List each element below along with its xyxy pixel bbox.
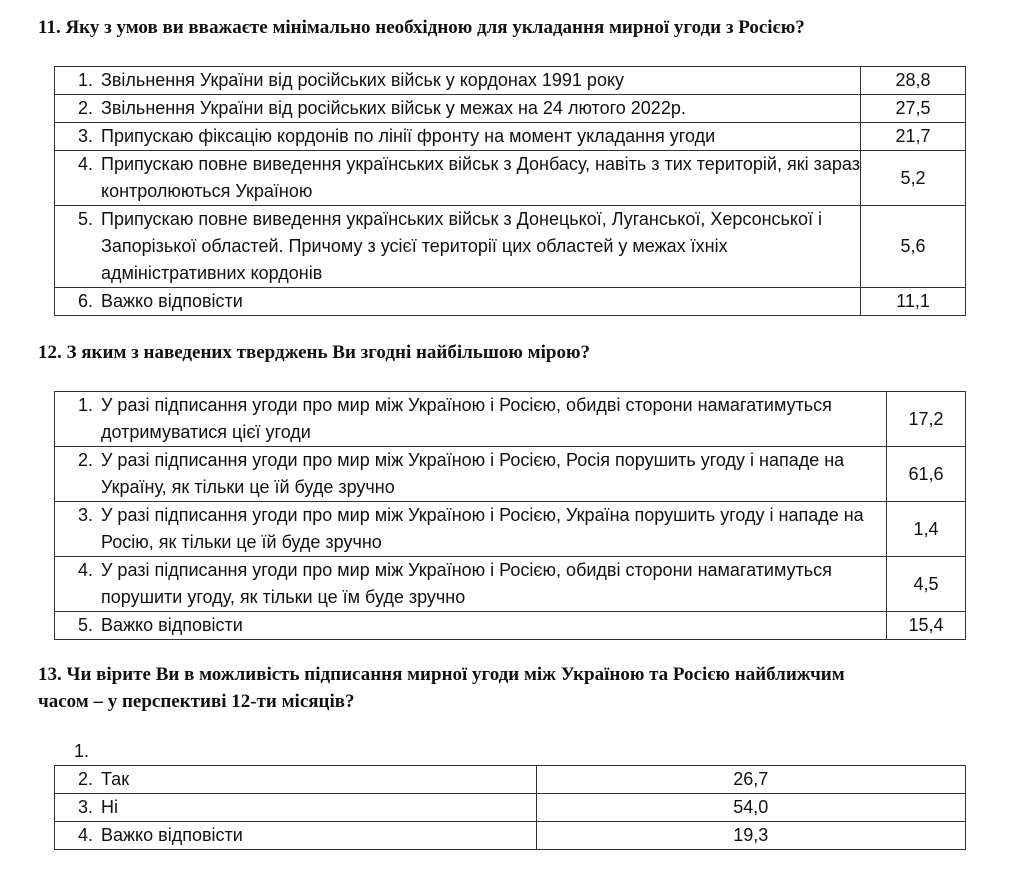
item-value: 1,4 <box>887 502 966 557</box>
item-number: 1. <box>77 70 93 90</box>
item-value: 5,6 <box>861 206 966 288</box>
q13-title-line1: 13. Чи вірите Ви в можливість підписання мирної угоди між Україною та Росією найближчим <box>38 664 845 685</box>
item-text: Припускаю повне виведення українських військ з Донецької, Луганської, Херсонської і Запорізької областей. Причому з усієї території цих областей у межах їхніх адміністративних кордонів <box>101 209 822 283</box>
item-number: 2. <box>77 769 93 789</box>
item-value: 28,8 <box>861 67 966 95</box>
item-value: 21,7 <box>861 123 966 151</box>
item-text: Ні <box>101 797 118 817</box>
q11-title: 11. Яку з умов ви вважаєте мінімально необхідною для укладання мирної угоди з Росією? <box>38 17 805 38</box>
item-number: 3. <box>77 126 93 146</box>
q13-title-line2: часом – у перспективі 12-ти місяців? <box>38 691 355 712</box>
item-text: Припускаю повне виведення українських військ з Донбасу, навіть з тих територій, які зараз контролюються Україною <box>101 154 860 201</box>
table-row <box>55 67 966 95</box>
item-value: 17,2 <box>887 392 966 447</box>
item-number: 1. <box>77 395 93 415</box>
item-value: 15,4 <box>887 612 966 640</box>
item-text: У разі підписання угоди про мир між Україною і Росією, обидві сторони намагатимуться порушити угоду, як тільки це їм буде зручно <box>101 560 832 607</box>
item-text: Важко відповісти <box>101 615 243 635</box>
item-text: Важко відповісти <box>101 825 243 845</box>
item-value: 4,5 <box>887 557 966 612</box>
table-row <box>55 557 966 612</box>
table-row <box>55 392 966 447</box>
loose-item-number: 1. <box>74 741 90 761</box>
table-row <box>55 447 966 502</box>
table-row <box>55 612 966 640</box>
item-text: У разі підписання угоди про мир між Україною і Росією, Росія порушить угоду і нападе на Україну, як тільки це їй буде зручно <box>101 450 845 497</box>
item-value: 54,0 <box>536 794 965 822</box>
table-row <box>55 151 966 206</box>
item-number: 4. <box>77 154 93 174</box>
item-value: 11,1 <box>861 288 966 316</box>
item-text: Припускаю фіксацію кордонів по лінії фронту на момент укладання угоди <box>101 126 716 146</box>
q11-table <box>54 66 966 316</box>
item-text: Звільнення України від російських військ у кордонах 1991 року <box>101 70 625 90</box>
item-text: У разі підписання угоди про мир між Україною і Росією, обидві сторони намагатимуться дотримуватися цієї угоди <box>101 395 832 442</box>
table-row <box>55 95 966 123</box>
item-text: Так <box>101 769 130 789</box>
item-number: 2. <box>77 450 93 470</box>
item-value: 5,2 <box>861 151 966 206</box>
item-value: 19,3 <box>536 822 965 850</box>
item-number: 3. <box>77 505 93 525</box>
item-value: 61,6 <box>887 447 966 502</box>
table-row <box>55 123 966 151</box>
item-text: Важко відповісти <box>101 291 243 311</box>
table-row <box>55 794 966 822</box>
q13-table <box>54 765 966 850</box>
item-number: 5. <box>77 615 93 635</box>
table-row <box>55 206 966 288</box>
table-row <box>55 502 966 557</box>
q12-title: 12. З яким з наведених тверджень Ви згодні найбільшою мірою? <box>38 342 590 363</box>
item-value: 26,7 <box>536 766 965 794</box>
item-value: 27,5 <box>861 95 966 123</box>
item-number: 4. <box>77 560 93 580</box>
table-row <box>55 766 966 794</box>
item-number: 5. <box>77 209 93 229</box>
item-number: 4. <box>77 825 93 845</box>
table-row <box>55 822 966 850</box>
item-number: 6. <box>77 291 93 311</box>
q12-table <box>54 391 966 640</box>
item-text: Звільнення України від російських військ у межах на 24 лютого 2022р. <box>101 98 686 118</box>
item-number: 2. <box>77 98 93 118</box>
item-text: У разі підписання угоди про мир між Україною і Росією, Україна порушить угоду і нападе на Росію, як тільки це їй буде зручно <box>101 505 864 552</box>
table-row <box>55 288 966 316</box>
item-number: 3. <box>77 797 93 817</box>
